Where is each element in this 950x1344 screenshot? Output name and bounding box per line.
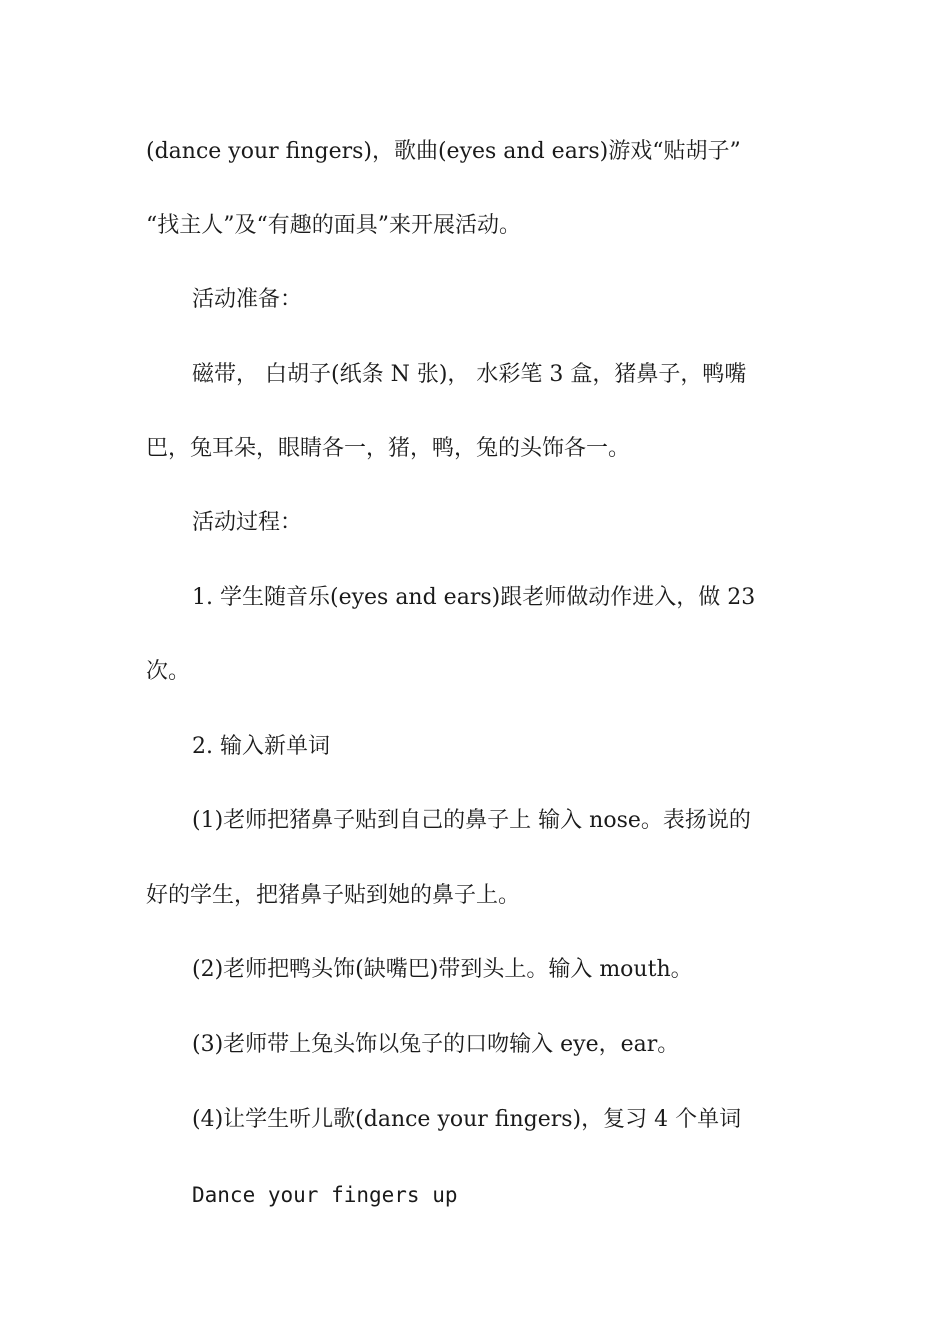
- sub-item-2: (2)老师把鸭头饰(缺嘴巴)带到头上。输入 mouth。: [192, 957, 693, 982]
- sub-item-4: (4)让学生听儿歌(dance your fingers)，复习 4 个单词: [192, 1107, 742, 1132]
- section-heading-preparation: 活动准备：: [192, 287, 303, 312]
- song-lyric-line: Dance your fingers up: [192, 1183, 458, 1207]
- sub-item-1-continued: 好的学生，把猪鼻子贴到她的鼻子上。: [146, 883, 521, 908]
- list-item-2: 2. 输入新单词: [192, 734, 330, 759]
- paragraph-line-1: (dance your fingers)，歌曲(eyes and ears)游戏“贴胡子”: [146, 139, 741, 164]
- paragraph-line-4: 磁带， 白胡子(纸条 N 张)， 水彩笔 3 盒，猪鼻子，鸭嘴: [192, 362, 747, 387]
- list-item-1: 1. 学生随音乐(eyes and ears)跟老师做动作进入，做 23: [192, 585, 756, 610]
- paragraph-line-2: “找主人”及“有趣的面具”来开展活动。: [146, 213, 521, 238]
- section-heading-process: 活动过程：: [192, 510, 303, 535]
- sub-item-1: (1)老师把猪鼻子贴到自己的鼻子上 输入 nose。表扬说的: [192, 808, 751, 833]
- paragraph-line-5: 巴，兔耳朵，眼睛各一，猪，鸭，兔的头饰各一。: [146, 436, 631, 461]
- sub-item-3: (3)老师带上兔头饰以兔子的口吻输入 eye，ear。: [192, 1032, 680, 1057]
- list-item-1-continued: 次。: [146, 659, 191, 684]
